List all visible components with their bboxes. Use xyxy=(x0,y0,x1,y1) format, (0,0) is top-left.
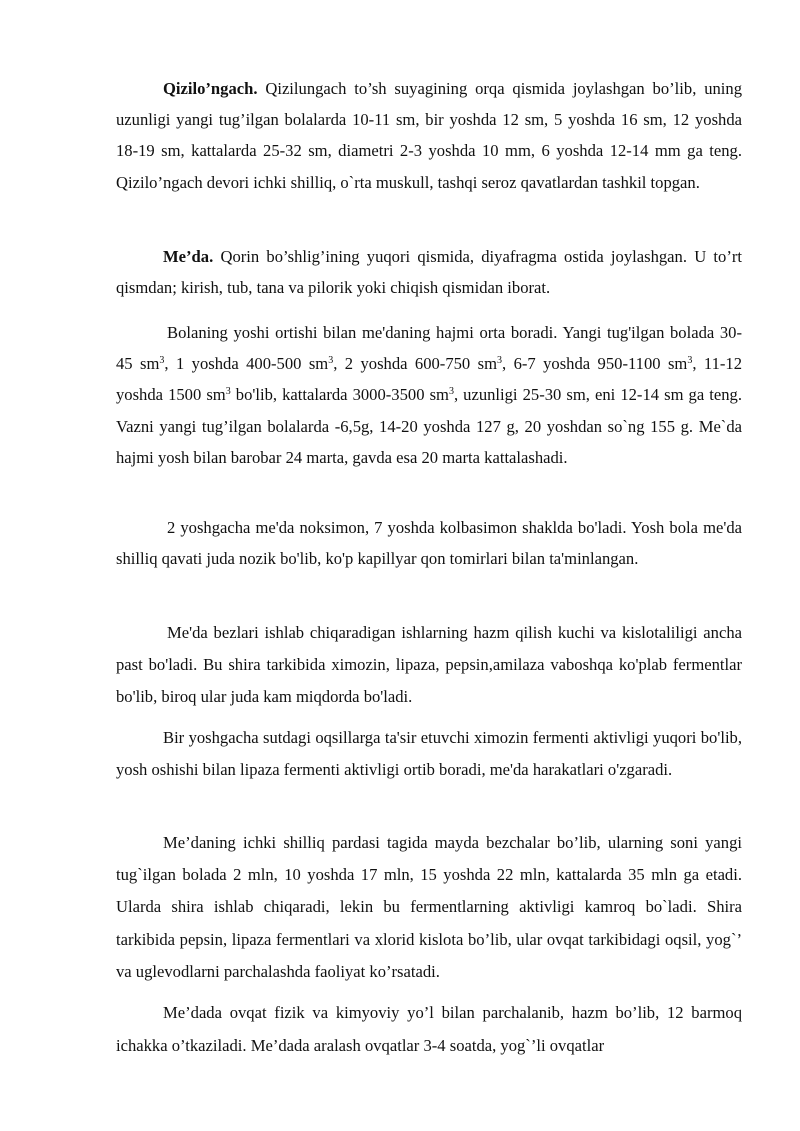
text-segment: bo'lib, kattalarda 3000-3500 sm xyxy=(230,385,449,405)
paragraph-text: 2 yoshgacha me'da noksimon, 7 yoshda kolbasimon shaklda bo'ladi. Yosh bola me'da shilliq qavati juda nozik bo'lib, ko'p kapillyar qon tomirlari bilan ta'minlangan. xyxy=(116,518,742,568)
text-segment: , 1 yoshda 400-500 sm xyxy=(164,354,329,374)
text-segment: Bolaning yoshi ortishi bilan me'daning hajmi orta boradi. Yangi tug'ilgan bolada 30-45 sm xyxy=(116,323,742,374)
paragraph-stomach xyxy=(116,241,742,303)
paragraph-text: Me’daning ichki shilliq pardasi tagida mayda bezchalar bo’lib, ularning soni yangi tug`ilgan bolada 2 mln, 10 yoshda 17 mln, 15 yoshda 22 mln, kattalarda 35 mln ga etadi. Ularda shira ishlab chiqaradi, lekin bu fermentlarning aktivligi kamroq bo`ladi. Shira tarkibida pepsin, lipaza fermentlari va xlorid kislota bo’lib, ular ovqat tarkibidagi oqsil, yog`’ va uglevodlarni parchalashda faoliyat ko’rsatadi. xyxy=(116,833,742,981)
paragraph-stomach-shape xyxy=(116,512,742,574)
paragraph-stomach-volume xyxy=(116,317,742,473)
superscript: 3 xyxy=(225,386,231,398)
heading-stomach: Me’da. xyxy=(163,247,214,266)
text-segment: , 6-7 yoshda 950-1100 sm xyxy=(502,354,688,374)
superscript: 3 xyxy=(687,355,693,367)
paragraph-gastric-glands xyxy=(116,617,742,713)
text-segment: , 2 yoshda 600-750 sm xyxy=(333,354,498,374)
superscript: 3 xyxy=(159,355,165,367)
paragraph-chymosin xyxy=(116,722,742,786)
paragraph-text: Qizilungach to’sh suyagining orqa qismida joylashgan bo’lib, uning uzunligi yangi tug’ilgan bolalarda 10-11 sm, bir yoshda 12 sm, 5 yoshda 16 sm, 12 yoshda 18-19 sm, kattalarda 25-32 sm, diametri 2-3 yoshda 10 mm, 6 yoshda 12-14 mm ga teng. Qizilo’ngach devori ichki shilliq, o`rta muskull, tashqi seroz qavatlardan tashkil topgan. xyxy=(116,79,742,192)
paragraph-text: Me’dada ovqat fizik va kimyoviy yo’l bilan parchalanib, hazm bo’lib, 12 barmoq ichakka o’tkaziladi. Me’dada aralash ovqatlar 3-4 soatda, yog`’li ovqatlar xyxy=(116,1003,742,1055)
paragraph-text: Bir yoshgacha sutdagi oqsillarga ta'sir etuvchi ximozin fermenti aktivligi yuqori bo'lib, yosh oshishi bilan lipaza fermenti aktivligi ortib boradi, me'da harakatlari o'zgaradi. xyxy=(116,728,742,779)
paragraph-text: Me'da bezlari ishlab chiqaradigan ishlarning hazm qilish kuchi va kislotaliligi ancha past bo'ladi. Bu shira tarkibida ximozin, lipaza, pepsin,amilaza vaboshqa ko'plab fermentlar bo'lib, biroq ular juda kam miqdorda bo'ladi. xyxy=(116,623,742,706)
heading-esophagus: Qizilo’ngach. xyxy=(163,79,258,98)
superscript: 3 xyxy=(448,386,454,398)
superscript: 3 xyxy=(328,355,334,367)
text-segment: , uzunligi 25-30 sm, eni 12-14 sm ga teng. Vazni yangi tug’ilgan bolalarda -6,5g, 14-20 yoshda 127 g, 20 yoshdan so`ng 155 g. Me`da hajmi yosh bilan barobar 24 marta, gavda esa 20 marta kattalashadi. xyxy=(116,385,742,467)
superscript: 3 xyxy=(497,355,503,367)
text-segment: , 11-12 yoshda 1500 sm xyxy=(116,354,742,405)
paragraph-mucosa-glands xyxy=(116,827,742,988)
paragraph-digestion xyxy=(116,997,742,1062)
paragraph-esophagus xyxy=(116,73,742,198)
paragraph-text: Qorin bo’shlig’ining yuqori qismida, diyafragma ostida joylashgan. U to’rt qismdan; kirish, tub, tana va pilorik yoki chiqish qismidan iborat. xyxy=(116,247,742,297)
